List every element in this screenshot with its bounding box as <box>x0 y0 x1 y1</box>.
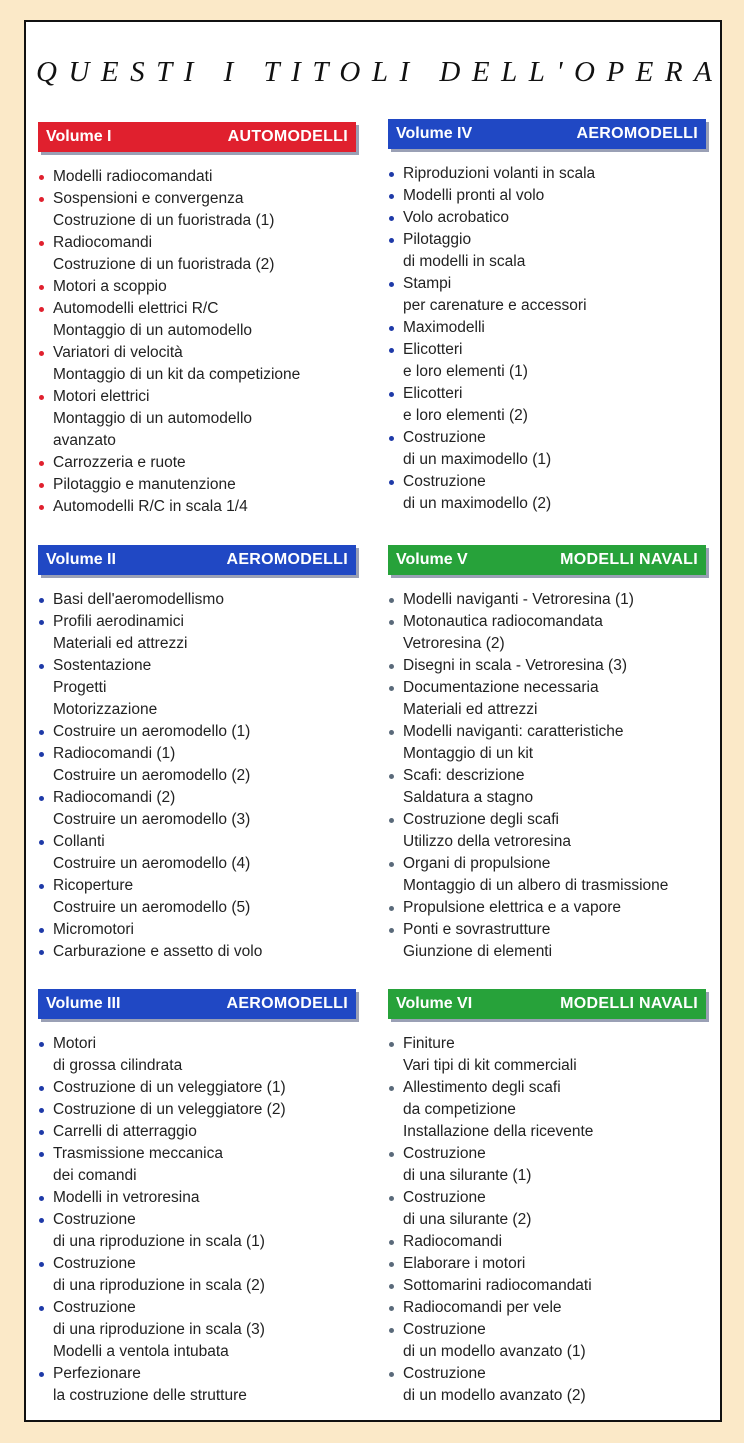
volume-label: Volume IV <box>396 125 473 142</box>
topic-item <box>38 611 356 655</box>
topic-line: Propulsione elettrica e a vapore <box>403 899 621 916</box>
bullet-icon <box>389 392 394 397</box>
topic-item <box>38 655 356 721</box>
topic-line: di una riproduzione in scala (3) <box>53 1321 265 1338</box>
topic-item <box>38 589 356 611</box>
topic-line: Montaggio di un kit da competizione <box>53 366 301 383</box>
volume-6 <box>388 989 706 1407</box>
topic-list <box>388 1033 706 1407</box>
topic-line: Radiocomandi (2) <box>53 789 176 806</box>
topic-line: Motorizzazione <box>53 701 158 718</box>
topic-line: Profili aerodinamici <box>53 613 184 630</box>
topic-line: di una silurante (1) <box>403 1167 532 1184</box>
topic-item <box>388 317 706 339</box>
topic-line: di grossa cilindrata <box>53 1057 183 1074</box>
bullet-icon <box>389 1372 394 1377</box>
bullet-icon <box>389 686 394 691</box>
bullet-icon <box>39 928 44 933</box>
topic-list <box>38 589 356 963</box>
topic-line: Costruzione <box>53 1211 136 1228</box>
bullet-icon <box>39 840 44 845</box>
topic-line: e loro elementi (1) <box>403 363 528 380</box>
topic-item <box>38 232 356 276</box>
topic-line: Materiali ed attrezzi <box>53 635 188 652</box>
topic-line: Pilotaggio <box>403 231 472 248</box>
topic-item <box>38 496 356 518</box>
topic-line: Modelli radiocomandati <box>53 168 213 185</box>
bullet-icon <box>39 395 44 400</box>
topic-line: Carrelli di atterraggio <box>53 1123 197 1140</box>
topic-item <box>388 809 706 853</box>
bullet-icon <box>389 480 394 485</box>
volume-category: AEROMODELLI <box>576 125 698 142</box>
bullet-icon <box>39 950 44 955</box>
bullet-icon <box>389 238 394 243</box>
topic-item <box>388 383 706 427</box>
topic-line: Costruzione <box>403 1321 486 1338</box>
bullet-icon <box>39 483 44 488</box>
topic-line: Vari tipi di kit commerciali <box>403 1057 577 1074</box>
topic-line: Automodelli R/C in scala 1/4 <box>53 498 248 515</box>
topic-item <box>388 853 706 897</box>
topic-line: Modelli a ventola intubata <box>53 1343 229 1360</box>
topic-list <box>38 1033 356 1407</box>
topic-line: Costruzione <box>53 1255 136 1272</box>
page-title: QUESTI I TITOLI DELL'OPERA <box>36 56 724 88</box>
volume-3 <box>38 989 356 1407</box>
volume-label: Volume VI <box>396 995 473 1012</box>
volume-header <box>38 545 356 575</box>
topic-line: di un modello avanzato (1) <box>403 1343 586 1360</box>
topic-line: Radiocomandi <box>403 1233 503 1250</box>
topic-line: Documentazione necessaria <box>403 679 599 696</box>
topic-line: Volo acrobatico <box>403 209 509 226</box>
topic-item <box>38 787 356 831</box>
topic-line: Organi di propulsione <box>403 855 551 872</box>
topic-line: Costruire un aeromodello (4) <box>53 855 251 872</box>
topic-item <box>388 163 706 185</box>
topic-line: Motori elettrici <box>53 388 150 405</box>
bullet-icon <box>39 1218 44 1223</box>
topic-item <box>388 721 706 765</box>
volume-label: Volume I <box>46 128 112 145</box>
volume-label: Volume II <box>46 551 116 568</box>
topic-item <box>38 1253 356 1297</box>
topic-line: Basi dell'aeromodellismo <box>53 591 224 608</box>
topic-item <box>388 471 706 515</box>
topic-item <box>38 298 356 342</box>
topic-item <box>388 185 706 207</box>
topic-line: Elicotteri <box>403 385 463 402</box>
topic-item <box>38 452 356 474</box>
bullet-icon <box>39 505 44 510</box>
topic-list <box>388 589 706 963</box>
topic-line: Elicotteri <box>403 341 463 358</box>
bullet-icon <box>389 1086 394 1091</box>
topic-line: Ricoperture <box>53 877 134 894</box>
volume-header <box>38 122 356 152</box>
topic-line: Micromotori <box>53 921 134 938</box>
topic-item <box>38 474 356 496</box>
topic-item <box>38 919 356 941</box>
topic-item <box>388 427 706 471</box>
topic-line: Costruire un aeromodello (5) <box>53 899 251 916</box>
topic-line: Materiali ed attrezzi <box>403 701 538 718</box>
topic-line: Montaggio di un kit <box>403 745 534 762</box>
topic-item <box>388 1275 706 1297</box>
topic-line: di modelli in scala <box>403 253 526 270</box>
topic-item <box>38 276 356 298</box>
bullet-icon <box>39 175 44 180</box>
topic-item <box>388 1253 706 1275</box>
bullet-icon <box>389 1240 394 1245</box>
topic-item <box>38 1363 356 1407</box>
topic-line: Automodelli elettrici R/C <box>53 300 219 317</box>
bullet-icon <box>39 1372 44 1377</box>
topic-line: Saldatura a stagno <box>403 789 534 806</box>
topic-line: per carenature e accessori <box>403 297 587 314</box>
topic-line: Radiocomandi <box>53 234 153 251</box>
topic-item <box>388 611 706 655</box>
bullet-icon <box>389 1262 394 1267</box>
volume-category: AUTOMODELLI <box>227 128 348 145</box>
topic-line: Vetroresina (2) <box>403 635 505 652</box>
bullet-icon <box>389 818 394 823</box>
topic-line: Variatori di velocità <box>53 344 183 361</box>
topic-line: Costruire un aeromodello (3) <box>53 811 251 828</box>
topic-line: Carburazione e assetto di volo <box>53 943 263 960</box>
topic-item <box>38 1099 356 1121</box>
bullet-icon <box>39 351 44 356</box>
bullet-icon <box>39 884 44 889</box>
bullet-icon <box>39 1086 44 1091</box>
topic-item <box>388 1319 706 1363</box>
volume-5 <box>388 545 706 963</box>
topic-line: da competizione <box>403 1101 516 1118</box>
topic-item <box>38 166 356 188</box>
topic-item <box>38 1209 356 1253</box>
topic-item <box>38 721 356 743</box>
topic-line: Pilotaggio e manutenzione <box>53 476 236 493</box>
topic-item <box>388 339 706 383</box>
bullet-icon <box>389 928 394 933</box>
topic-line: Progetti <box>53 679 107 696</box>
topic-line: Montaggio di un albero di trasmissione <box>403 877 669 894</box>
topic-line: di un maximodello (2) <box>403 495 552 512</box>
bullet-icon <box>39 241 44 246</box>
topic-item <box>388 1363 706 1407</box>
bullet-icon <box>389 326 394 331</box>
bullet-icon <box>389 172 394 177</box>
bullet-icon <box>39 461 44 466</box>
topic-line: Costruire un aeromodello (2) <box>53 767 251 784</box>
bullet-icon <box>39 285 44 290</box>
bullet-icon <box>39 752 44 757</box>
volume-header <box>388 119 706 149</box>
bullet-icon <box>39 1130 44 1135</box>
bullet-icon <box>389 282 394 287</box>
bullet-icon <box>39 1108 44 1113</box>
topic-line: di una riproduzione in scala (1) <box>53 1233 265 1250</box>
bullet-icon <box>39 598 44 603</box>
topic-item <box>388 897 706 919</box>
topic-line: avanzato <box>53 432 116 449</box>
bullet-icon <box>39 1042 44 1047</box>
bullet-icon <box>389 1042 394 1047</box>
topic-line: Costruzione <box>403 473 486 490</box>
bullet-icon <box>389 862 394 867</box>
volume-4 <box>388 119 706 515</box>
bullet-icon <box>389 348 394 353</box>
bullet-icon <box>389 436 394 441</box>
bullet-icon <box>389 906 394 911</box>
topic-line: Ponti e sovrastrutture <box>403 921 551 938</box>
topic-item <box>38 831 356 875</box>
bullet-icon <box>389 1306 394 1311</box>
topic-item <box>38 1297 356 1363</box>
topic-item <box>388 765 706 809</box>
topic-line: Scafi: descrizione <box>403 767 525 784</box>
topic-line: Perfezionare <box>53 1365 141 1382</box>
topic-line: Sospensioni e convergenza <box>53 190 244 207</box>
topic-line: Montaggio di un automodello <box>53 322 253 339</box>
volume-category: AEROMODELLI <box>226 995 348 1012</box>
topic-line: Maximodelli <box>403 319 485 336</box>
topic-line: Costruzione di un veleggiatore (1) <box>53 1079 286 1096</box>
topic-line: e loro elementi (2) <box>403 407 528 424</box>
topic-line: Giunzione di elementi <box>403 943 553 960</box>
topic-line: Motonautica radiocomandata <box>403 613 603 630</box>
topic-item <box>38 875 356 919</box>
bullet-icon <box>389 730 394 735</box>
bullet-icon <box>39 1262 44 1267</box>
topic-line: Costruzione di un fuoristrada (1) <box>53 212 275 229</box>
volume-1 <box>38 122 356 518</box>
topic-item <box>38 342 356 386</box>
topic-item <box>388 1231 706 1253</box>
topic-line: Utilizzo della vetroresina <box>403 833 571 850</box>
topic-line: Riproduzioni volanti in scala <box>403 165 596 182</box>
topic-line: Elaborare i motori <box>403 1255 526 1272</box>
topic-line: Montaggio di un automodello <box>53 410 253 427</box>
topic-item <box>388 677 706 721</box>
bullet-icon <box>389 1196 394 1201</box>
topic-line: Modelli in vetroresina <box>53 1189 200 1206</box>
topic-line: di un maximodello (1) <box>403 451 552 468</box>
topic-line: Trasmissione meccanica <box>53 1145 223 1162</box>
bullet-icon <box>389 664 394 669</box>
topic-line: Sostentazione <box>53 657 152 674</box>
topic-item <box>388 919 706 963</box>
bullet-icon <box>39 796 44 801</box>
topic-line: Motori a scoppio <box>53 278 167 295</box>
bullet-icon <box>389 598 394 603</box>
topic-item <box>388 1143 706 1187</box>
bullet-icon <box>389 1152 394 1157</box>
topic-line: Installazione della ricevente <box>403 1123 594 1140</box>
topic-line: Costruzione di un fuoristrada (2) <box>53 256 275 273</box>
topic-line: Stampi <box>403 275 452 292</box>
topic-line: Modelli pronti al volo <box>403 187 545 204</box>
volume-category: AEROMODELLI <box>226 551 348 568</box>
topic-line: Costruzione <box>403 1145 486 1162</box>
topic-line: Costruzione di un veleggiatore (2) <box>53 1101 286 1118</box>
bullet-icon <box>389 1284 394 1289</box>
bullet-icon <box>39 664 44 669</box>
topic-line: Modelli naviganti - Vetroresina (1) <box>403 591 634 608</box>
topic-item <box>388 1297 706 1319</box>
topic-item <box>388 1077 706 1143</box>
topic-line: di una riproduzione in scala (2) <box>53 1277 265 1294</box>
topic-item <box>38 1033 356 1077</box>
bullet-icon <box>39 620 44 625</box>
topic-item <box>388 589 706 611</box>
bullet-icon <box>389 194 394 199</box>
topic-item <box>388 1187 706 1231</box>
topic-item <box>38 1143 356 1187</box>
bullet-icon <box>39 197 44 202</box>
topic-line: Motori <box>53 1035 97 1052</box>
bullet-icon <box>389 216 394 221</box>
topic-line: Disegni in scala - Vetroresina (3) <box>403 657 627 674</box>
topic-line: Costruzione <box>53 1299 136 1316</box>
topic-line: di una silurante (2) <box>403 1211 532 1228</box>
volume-2 <box>38 545 356 963</box>
topic-line: Costruzione <box>403 1365 486 1382</box>
topic-line: Costruzione <box>403 1189 486 1206</box>
bullet-icon <box>39 1196 44 1201</box>
volume-category: MODELLI NAVALI <box>560 995 698 1012</box>
topic-item <box>38 188 356 232</box>
topic-line: Allestimento degli scafi <box>403 1079 561 1096</box>
bullet-icon <box>389 620 394 625</box>
topic-item <box>388 273 706 317</box>
volume-label: Volume III <box>46 995 121 1012</box>
topic-item <box>38 1187 356 1209</box>
topic-item <box>38 941 356 963</box>
topic-item <box>388 655 706 677</box>
bullet-icon <box>39 1306 44 1311</box>
topic-line: Costruire un aeromodello (1) <box>53 723 251 740</box>
volume-header <box>38 989 356 1019</box>
bullet-icon <box>389 1328 394 1333</box>
volume-header <box>388 989 706 1019</box>
topic-item <box>38 1077 356 1099</box>
volume-category: MODELLI NAVALI <box>560 551 698 568</box>
topic-line: Carrozzeria e ruote <box>53 454 186 471</box>
topic-line: Costruzione degli scafi <box>403 811 559 828</box>
bullet-icon <box>39 730 44 735</box>
topic-item <box>38 743 356 787</box>
volume-label: Volume V <box>396 551 468 568</box>
topic-line: Radiocomandi (1) <box>53 745 176 762</box>
topic-line: Sottomarini radiocomandati <box>403 1277 592 1294</box>
topic-item <box>388 1033 706 1077</box>
topic-line: di un modello avanzato (2) <box>403 1387 586 1404</box>
topic-line: Modelli naviganti: caratteristiche <box>403 723 624 740</box>
bullet-icon <box>39 307 44 312</box>
topic-item <box>388 207 706 229</box>
topic-list <box>388 163 706 515</box>
topic-item <box>38 386 356 452</box>
volume-header <box>388 545 706 575</box>
catalog-frame <box>24 20 722 1422</box>
bullet-icon <box>39 1152 44 1157</box>
topic-line: Radiocomandi per vele <box>403 1299 562 1316</box>
topic-item <box>388 229 706 273</box>
topic-line: Finiture <box>403 1035 455 1052</box>
bullet-icon <box>389 774 394 779</box>
topic-line: dei comandi <box>53 1167 137 1184</box>
topic-list <box>38 166 356 518</box>
topic-line: la costruzione delle strutture <box>53 1387 247 1404</box>
topic-line: Costruzione <box>403 429 486 446</box>
topic-line: Collanti <box>53 833 105 850</box>
topic-item <box>38 1121 356 1143</box>
